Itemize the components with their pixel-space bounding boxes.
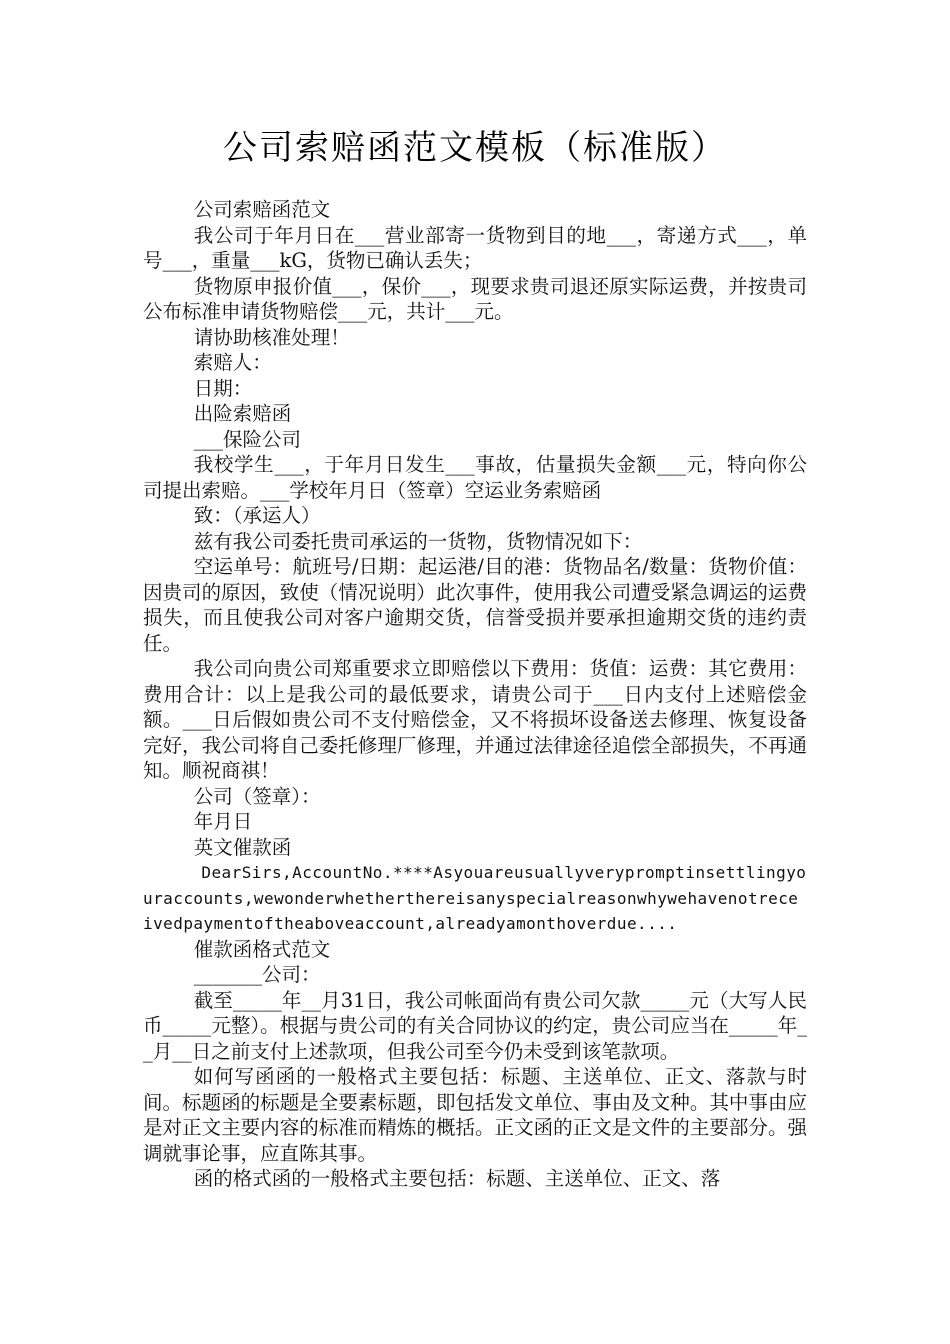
document-body xyxy=(143,197,807,1192)
paragraph-how-to-write-letter: 如何写函函的一般格式主要包括：标题、主送单位、正文、落款与时间。标题函的标题是全要素标题，即包括发文单位、事由及文种。其中事由应是对正文主要内容的标准而精炼的概括。正文函的正文是文件的主要部分。强调就事论事，应直陈其事。 xyxy=(143,1065,807,1165)
company-addressee-line: _______公司： xyxy=(193,963,321,986)
year-month-day-line: 年月日 xyxy=(193,810,253,833)
paragraph-air-waybill: 空运单号：航班号/日期：起运港/目的港：货物品名/数量：货物价值：因贵司的原因，致使（情况说明）此次事件，使用我公司遭受紧急调运的运费损失，而且使我公司对客户逾期交货，信誉受损并要承担逾期交货的违约责任。 xyxy=(143,555,807,655)
heading-insurance-claim: 出险索赔函 xyxy=(193,402,292,425)
addressee-carrier-line: 致：（承运人） xyxy=(193,504,321,527)
heading-english-collection-letter: 英文催款函 xyxy=(193,835,292,859)
heading-claim-letter-sample: 公司索赔函范文 xyxy=(193,198,331,221)
paragraph-outstanding-balance: 截至_____年__月31日，我公司帐面尚有贵公司欠款_____元（大写人民币_____元整）。根据与贵公司的有关合同协议的约定，贵公司应当在_____年__月__日之前支付上述款项，但我公司至今仍未受到该笔款项。 xyxy=(143,988,807,1063)
paragraph-compensation-demand: 我公司向贵公司郑重要求立即赔偿以下费用：货值：运费：其它费用：费用合计：以上是我公司的最低要求，请贵公司于___日内支付上述赔偿金额。___日后假如贵公司不支付赔偿金，又不将损坏设备送去修理、恢复设备完好，我公司将自己委托修理厂修理，并通过法律途径追偿全部损失，不再通知。顺祝商祺！ xyxy=(143,657,807,782)
company-seal-line: 公司（签章）： xyxy=(193,784,321,808)
date-line: 日期： xyxy=(193,376,253,400)
paragraph-english-letter: DearSirs,AccountNo.****Asyouareusuallyverypromptinsettlingyouraccounts,wewonderwhetherthereisanyspecialreasonwhywehavenotreceivedpaymentoftheaboveaccount,alreadyamonthoverdue.... xyxy=(143,863,807,933)
paragraph-declared-value: 货物原申报价值___，保价___，现要求贵司退还原实际运费，并按贵司公布标准申请货物赔偿___元，共计___元。 xyxy=(143,274,807,323)
claimant-line: 索赔人： xyxy=(193,351,272,374)
insurance-company-line: ___保险公司 xyxy=(193,427,301,451)
document-title: 公司索赔函范文模板（标准版） xyxy=(223,128,727,168)
paragraph-shipment-lost: 我公司于年月日在___营业部寄一货物到目的地___，寄递方式___，单号___，重量___kG，货物已确认丢失； xyxy=(143,223,807,272)
paragraph-request-approval: 请协助核准处理！ xyxy=(193,325,350,349)
paragraph-letter-format-truncated: 函的格式函的一般格式主要包括：标题、主送单位、正文、落 xyxy=(193,1167,721,1190)
paragraph-student-accident: 我校学生___，于年月日发生___事故，估量损失金额___元，特向你公司提出索赔。___学校年月日（签章）空运业务索赔函 xyxy=(143,453,807,502)
paragraph-cargo-intro: 兹有我公司委托贵司承运的一货物，货物情况如下： xyxy=(193,529,643,553)
heading-collection-letter-format: 催款函格式范文 xyxy=(193,937,331,961)
